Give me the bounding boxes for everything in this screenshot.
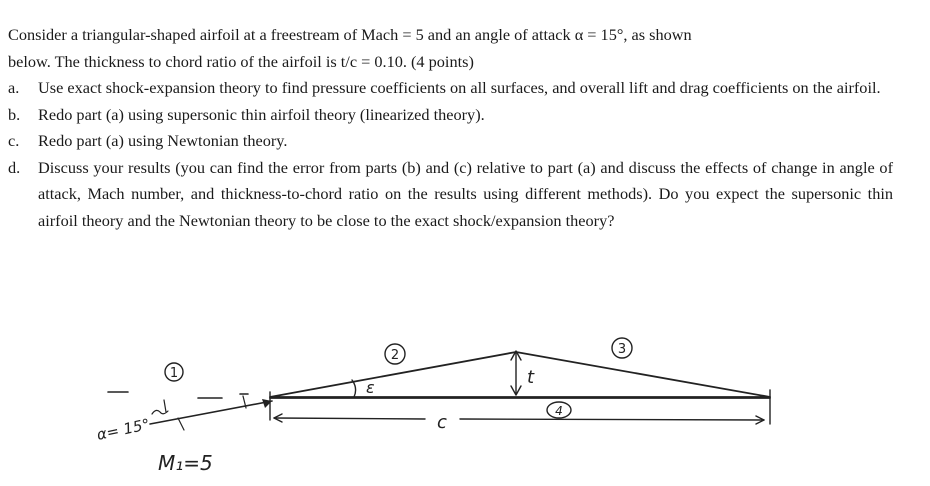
part-b (8, 102, 893, 129)
part-c-text: Redo part (a) using Newtonian theory. (38, 131, 288, 150)
flow-arrow (150, 401, 272, 424)
mach-label: M₁=5 (158, 451, 213, 475)
problem-intro-line1: Consider a triangular-shaped airfoil at a freestream of Mach = 5 and an angle of attack α = 15°, as shown (8, 25, 692, 44)
chord-label: c (437, 412, 447, 433)
chord-dimension-left (274, 418, 425, 419)
alpha-tick-mark (178, 418, 184, 430)
freestream-guide-left (164, 400, 166, 412)
part-b-marker: b. (8, 104, 21, 124)
chord-dimension-right (460, 419, 764, 420)
airfoil-sketch (0, 330, 930, 486)
part-a (8, 75, 893, 102)
part-d (8, 155, 893, 235)
region-3-label: 3 (617, 342, 627, 357)
part-a-text: Use exact shock-expansion theory to find pressure coefficients on all surfaces, and overall lift and drag coefficients on the airfoil. (38, 78, 881, 97)
region-4-label: 4 (555, 404, 563, 418)
epsilon-label: ε (366, 378, 375, 397)
region-2-label: 2 (390, 348, 400, 363)
problem-intro (8, 22, 893, 75)
thickness-label: t (527, 367, 535, 388)
part-c-marker: c. (8, 131, 20, 150)
part-d-text: Discuss your results (you can find the error from parts (b) and (c) relative to part (a) and discuss the effects of change in angle of attack, Mach number, and thickness-to-chord ratio on the results using different methods). Do you expect the supersonic thin airfoil theory and the Newtonian theory to be close to the exact shock/expansion theory? (38, 157, 893, 230)
part-c (8, 128, 893, 155)
alpha-label: α= 15° (95, 415, 152, 444)
problem-statement (8, 22, 893, 234)
region-1-label: 1 (169, 366, 179, 381)
part-a-marker: a. (8, 78, 20, 97)
part-b-text: Redo part (a) using supersonic thin airfoil theory (linearized theory). (38, 104, 485, 124)
problem-intro-line2: below. The thickness to chord ratio of the airfoil is t/c = 0.10. (4 points) (8, 51, 474, 71)
part-d-marker: d. (8, 157, 21, 177)
